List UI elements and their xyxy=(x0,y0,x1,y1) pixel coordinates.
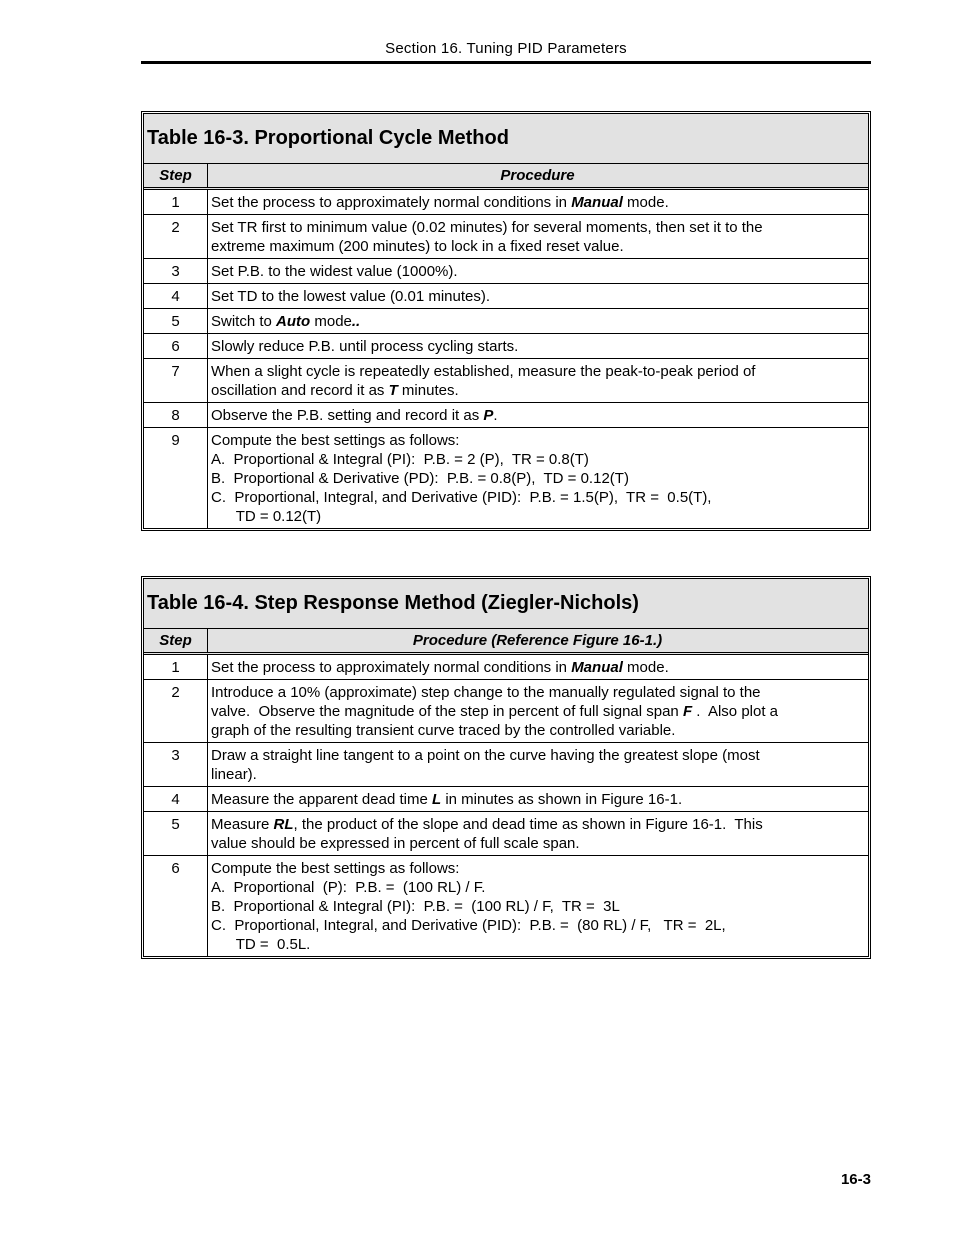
table-row xyxy=(144,655,868,680)
table-row xyxy=(144,428,868,528)
step-number: 1 xyxy=(144,190,208,214)
procedure-text: Slowly reduce P.B. until process cycling starts. xyxy=(211,338,519,355)
procedure-text: Measure RL, the product of the slope and dead time as shown in Figure 16-1. This value should be expressed in percent of full scale span. xyxy=(211,816,763,852)
proportional-cycle-table xyxy=(141,111,871,531)
table-row xyxy=(144,334,868,359)
step-number: 4 xyxy=(144,284,208,308)
procedure-text: Switch to Auto mode.. xyxy=(211,313,361,330)
step-number: 4 xyxy=(144,787,208,811)
procedure-text: Set the process to approximately normal conditions in Manual mode. xyxy=(211,659,669,676)
step-number: 5 xyxy=(144,309,208,333)
column-header-step: Step xyxy=(144,164,208,187)
table-row xyxy=(144,215,868,259)
step-number: 5 xyxy=(144,812,208,855)
procedure-text: When a slight cycle is repeatedly established, measure the peak-to-peak period of oscillation and record it as T minutes. xyxy=(211,363,756,399)
step-number: 6 xyxy=(144,856,208,956)
table-row xyxy=(144,743,868,787)
table-row xyxy=(144,680,868,743)
table-row xyxy=(144,259,868,284)
column-header-step: Step xyxy=(144,629,208,652)
procedure-text: Set TR first to minimum value (0.02 minutes) for several moments, then set it to the extreme maximum (200 minutes) to lock in a fixed reset value. xyxy=(211,219,763,255)
step-number: 2 xyxy=(144,215,208,258)
step-number: 3 xyxy=(144,259,208,283)
table-row xyxy=(144,309,868,334)
page-header: Section 16. Tuning PID Parameters xyxy=(385,40,627,57)
step-number: 1 xyxy=(144,655,208,679)
procedure-text: Draw a straight line tangent to a point on the curve having the greatest slope (most linear). xyxy=(211,747,760,783)
procedure-text: Set TD to the lowest value (0.01 minutes). xyxy=(211,288,491,305)
table-row xyxy=(144,787,868,812)
step-number: 7 xyxy=(144,359,208,402)
table-title: Table 16-4. Step Response Method (Ziegler-Nichols) xyxy=(144,579,868,629)
step-number: 2 xyxy=(144,680,208,742)
column-header-procedure: Procedure xyxy=(500,167,575,184)
table-row xyxy=(144,403,868,428)
table-row xyxy=(144,359,868,403)
table-header-row xyxy=(144,164,868,190)
procedure-text: Observe the P.B. setting and record it as P. xyxy=(211,407,498,424)
table-row xyxy=(144,856,868,956)
table-row xyxy=(144,190,868,215)
header-rule xyxy=(141,61,871,64)
step-number: 3 xyxy=(144,743,208,786)
procedure-text: Compute the best settings as follows: A. Proportional & Integral (PI): P.B. = 2 (P), TR = 0.8(T) B. Proportional & Derivative (PD): P.B. = 0.8(P), TD = 0.12(T) C. Proportional, Integral, and Derivative (PID): P.B. = 1.5(P), TR = 0.5(T), TD = 0.12(T) xyxy=(211,432,712,525)
table-row xyxy=(144,812,868,856)
column-header-procedure: Procedure (Reference Figure 16-1.) xyxy=(412,632,663,649)
step-number: 6 xyxy=(144,334,208,358)
procedure-text: Set the process to approximately normal conditions in Manual mode. xyxy=(211,194,669,211)
table-header-row xyxy=(144,629,868,655)
procedure-text: Measure the apparent dead time L in minutes as shown in Figure 16-1. xyxy=(211,791,683,808)
procedure-text: Compute the best settings as follows: A. Proportional (P): P.B. = (100 RL) / F. B. Proportional & Integral (PI): P.B. = (100 RL) / F, TR = 3L C. Proportional, Integral, and Derivative (PID): P.B. = (80 RL) / F, TR = 2L, TD = 0.5L. xyxy=(211,860,726,953)
step-number: 9 xyxy=(144,428,208,528)
procedure-text: Introduce a 10% (approximate) step change to the manually regulated signal to the valve. Observe the magnitude of the step in percent of full signal span F . Also plot a graph of the resulting transient curve traced by the controlled variable. xyxy=(211,684,779,739)
step-response-table xyxy=(141,576,871,959)
page-number: 16-3 xyxy=(840,1171,871,1188)
procedure-text: Set P.B. to the widest value (1000%). xyxy=(211,263,458,280)
step-number: 8 xyxy=(144,403,208,427)
table-title: Table 16-3. Proportional Cycle Method xyxy=(144,114,868,164)
table-row xyxy=(144,284,868,309)
